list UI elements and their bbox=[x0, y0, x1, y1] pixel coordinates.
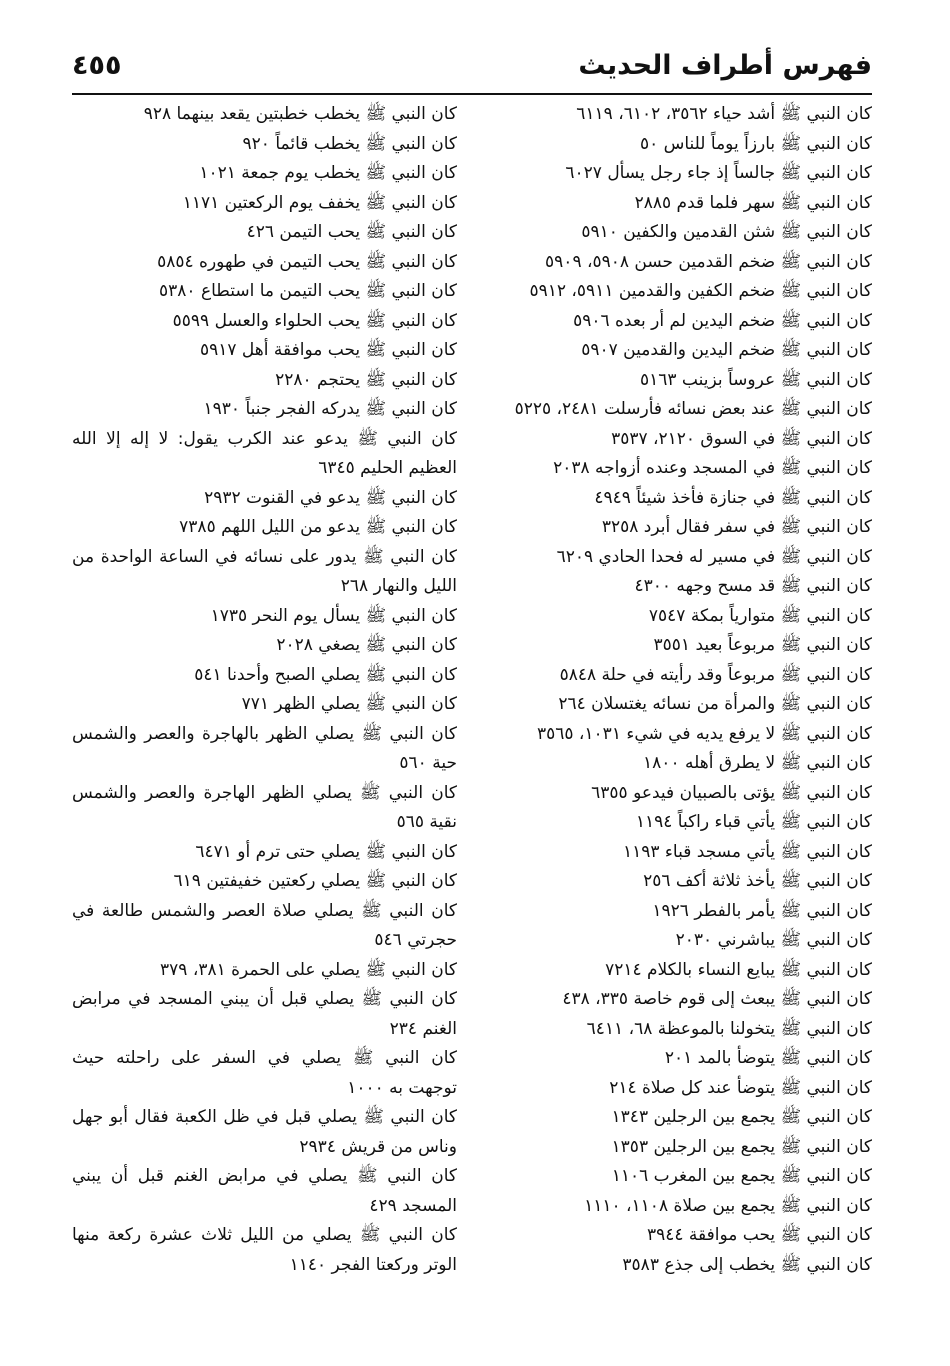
index-entry: كان النبي ﷺ يجمع بين الرجلين ١٣٥٣ bbox=[611, 1136, 872, 1157]
index-entry: كان النبي ﷺ يصلي من الليل ثلاث عشرة ركعة منها الوتر وركعتا الفجر ١١٤٠ bbox=[72, 1225, 457, 1275]
page-number: ٤٥٥ bbox=[72, 50, 122, 81]
index-entry: كان النبي ﷺ يصلي الصبح وأحدنا ٥٤١ bbox=[194, 664, 457, 685]
index-entry: كان النبي ﷺ مربوعاً وقد رأيته في حلة ٥٨٤٨ bbox=[559, 664, 872, 685]
index-entry: كان النبي ﷺ سهر فلما قدم ٢٨٨٥ bbox=[634, 192, 872, 213]
index-entry: كان النبي ﷺ متوارياً بمكة ٧٥٤٧ bbox=[648, 605, 872, 626]
index-entry: كان النبي ﷺ يأتي قباء راكباً ١١٩٤ bbox=[635, 812, 872, 832]
index-entry: كان النبي ﷺ يتخولنا بالموعظة ٦٨، ٦٤١١ bbox=[586, 1018, 872, 1039]
index-entry: كان النبي ﷺ في مسير له فحدا الحادي ٦٢٠٩ bbox=[556, 546, 872, 567]
index-entry: كان النبي ﷺ عند بعض نسائه فأرسلت ٢٤٨١، ٥٢٢٥ bbox=[514, 399, 872, 419]
index-entry: كان النبي ﷺ يسأل يوم النحر ١٧٣٥ bbox=[210, 605, 457, 626]
index-entry: كان النبي ﷺ يؤتى بالصبيان فيدعو ٦٣٥٥ bbox=[591, 782, 872, 803]
index-entry: كان النبي ﷺ يصلي الظهر الهاجرة والعصر والشمس نقية ٥٦٥ bbox=[72, 782, 457, 832]
index-entry: كان النبي ﷺ يخفف يوم الركعتين ١١٧١ bbox=[182, 192, 457, 213]
index-entry: كان النبي ﷺ يتوضأ بالمد ٢٠١ bbox=[664, 1048, 872, 1068]
index-entry: كان النبي ﷺ يخطب يوم جمعة ١٠٢١ bbox=[199, 163, 457, 183]
index-entry: كان النبي ﷺ لا يطرق أهله ١٨٠٠ bbox=[643, 753, 872, 773]
index-entry: كان النبي ﷺ بارزاً يوماً للناس ٥٠ bbox=[639, 133, 872, 154]
right-column bbox=[497, 100, 872, 1280]
index-entry: كان النبي ﷺ يصلي في مرابض الغنم قبل أن يبني المسجد ٤٢٩ bbox=[72, 1166, 457, 1216]
index-entry: كان النبي ﷺ في السوق ٢١٢٠، ٣٥٣٧ bbox=[611, 428, 872, 449]
index-entry: كان النبي ﷺ يصلي الظهر بالهاجرة والعصر والشمس حية ٥٦٠ bbox=[72, 723, 457, 773]
index-entry: كان النبي ﷺ يباشرني ٢٠٣٠ bbox=[675, 930, 872, 950]
index-entry: كان النبي ﷺ يدعو من الليل اللهم ٧٣٨٥ bbox=[179, 517, 457, 537]
header-divider bbox=[72, 93, 872, 95]
index-entry: كان النبي ﷺ يدعو في القنوت ٢٩٣٢ bbox=[204, 487, 457, 508]
index-entry: كان النبي ﷺ جالساً إذ جاء رجل يسأل ٦٠٢٧ bbox=[565, 163, 872, 183]
index-entry: كان النبي ﷺ يصلي في السفر على راحلته حيث توجهت به ١٠٠٠ bbox=[72, 1048, 457, 1098]
left-column bbox=[72, 100, 457, 1280]
index-entry: كان النبي ﷺ يدركه الفجر جنباً ١٩٣٠ bbox=[203, 399, 457, 419]
index-entry: كان النبي ﷺ يصلي على الحمرة ٣٨١، ٣٧٩ bbox=[160, 959, 457, 980]
index-entry: كان النبي ﷺ يحب موافقة أهل ٥٩١٧ bbox=[200, 340, 457, 360]
index-entry: كان النبي ﷺ يتوضأ عند كل صلاة ٢١٤ bbox=[609, 1077, 872, 1098]
index-entry: كان النبي ﷺ يحب التيمن ما استطاع ٥٣٨٠ bbox=[159, 281, 457, 301]
index-entry: كان النبي ﷺ يخطب خطبتين يقعد بينهما ٩٢٨ bbox=[143, 104, 457, 124]
index-entry: كان النبي ﷺ ضخم القدمين حسن ٥٩٠٨، ٥٩٠٩ bbox=[545, 251, 872, 272]
index-entry: كان النبي ﷺ يصلي قبل أن يبني المسجد في مرابض الغنم ٢٣٤ bbox=[72, 989, 457, 1039]
page-title: فهرس أطراف الحديث bbox=[578, 50, 872, 81]
index-entry: كان النبي ﷺ يخطب قائماً ٩٢٠ bbox=[242, 133, 457, 154]
index-entry: كان النبي ﷺ يأمر بالفطر ١٩٢٦ bbox=[652, 900, 872, 921]
index-entry: كان النبي ﷺ يبايع النساء بالكلام ٧٢١٤ bbox=[605, 959, 872, 980]
index-entry: كان النبي ﷺ يصلي صلاة العصر والشمس طالعة في حجرتي ٥٤٦ bbox=[72, 900, 457, 950]
index-entry: كان النبي ﷺ يصلي الظهر ٧٧١ bbox=[241, 694, 457, 714]
index-entry: كان النبي ﷺ يحب موافقة ٣٩٤٤ bbox=[646, 1225, 872, 1245]
index-entry: كان النبي ﷺ شثن القدمين والكفين ٥٩١٠ bbox=[581, 222, 872, 242]
index-entry: كان النبي ﷺ يدور على نسائه في الساعة الواحدة من الليل والنهار ٢٦٨ bbox=[72, 546, 457, 596]
index-entry: كان النبي ﷺ يأتي مسجد قباء ١١٩٣ bbox=[623, 841, 872, 862]
index-entry: كان النبي ﷺ يصلي ركعتين خفيفتين ٦١٩ bbox=[173, 871, 457, 891]
index-entry: كان النبي ﷺ يجمع بين الرجلين ١٣٤٣ bbox=[611, 1107, 872, 1127]
index-entry: كان النبي ﷺ يخطب إلى جذع ٣٥٨٣ bbox=[622, 1254, 872, 1275]
index-entry: كان النبي ﷺ ضخم اليدين والقدمين ٥٩٠٧ bbox=[581, 340, 872, 360]
index-entry: كان النبي ﷺ لا يرفع يديه في شيء ١٠٣١، ٣٥٦٥ bbox=[537, 723, 872, 744]
index-entry: كان النبي ﷺ أشد حياء ٣٥٦٢، ٦١٠٢، ٦١١٩ bbox=[576, 104, 872, 124]
index-entry: كان النبي ﷺ والمرأة من نسائه يغتسلان ٢٦٤ bbox=[558, 694, 872, 714]
index-entry: كان النبي ﷺ يحتجم ٢٢٨٠ bbox=[275, 369, 457, 390]
index-entry: كان النبي ﷺ يصغي ٢٠٢٨ bbox=[276, 635, 457, 655]
index-entry: كان النبي ﷺ يحب التيمن في طهوره ٥٨٥٤ bbox=[157, 251, 457, 272]
index-entry: كان النبي ﷺ في سفر فقال أبرد ٣٢٥٨ bbox=[601, 517, 872, 537]
index-entry: كان النبي ﷺ يحب الحلواء والعسل ٥٥٩٩ bbox=[172, 310, 457, 331]
index-entry: كان النبي ﷺ يدعو عند الكرب يقول: لا إله إلا الله العظيم الحليم ٦٣٤٥ bbox=[72, 428, 457, 478]
index-entry: كان النبي ﷺ يصلي قبل في ظل الكعبة فقال أبو جهل وناس من قريش ٢٩٣٤ bbox=[72, 1107, 457, 1157]
index-entry: كان النبي ﷺ يبعث إلى قوم خاصة ٣٣٥، ٤٣٨ bbox=[562, 989, 872, 1009]
index-entry: كان النبي ﷺ ضخم الكفين والقدمين ٥٩١١، ٥٩١٢ bbox=[529, 281, 872, 301]
index-entry: كان النبي ﷺ يجمع بين صلاة ١١٠٨، ١١١٠ bbox=[584, 1195, 872, 1216]
index-entry: كان النبي ﷺ في جنازة فأخذ شيئاً ٤٩٤٩ bbox=[594, 487, 872, 508]
index-entry: كان النبي ﷺ يحب التيمن ٤٢٦ bbox=[246, 222, 457, 242]
index-entry: كان النبي ﷺ في المسجد وعنده أزواجه ٢٠٣٨ bbox=[553, 458, 872, 478]
index-entry: كان النبي ﷺ يأخذ ثلاثة أكف ٢٥٦ bbox=[643, 871, 872, 891]
index-entry: كان النبي ﷺ يجمع بين المغرب ١١٠٦ bbox=[611, 1166, 872, 1186]
index-entry: كان النبي ﷺ قد مسح وجهه ٤٣٠٠ bbox=[634, 576, 872, 596]
index-entry: كان النبي ﷺ يصلي حتى ترم أو ٦٤٧١ bbox=[195, 841, 457, 862]
index-entry: كان النبي ﷺ ضخم اليدين لم أر بعده ٥٩٠٦ bbox=[573, 310, 872, 331]
index-entry: كان النبي ﷺ عروساً بزينب ٥١٦٣ bbox=[640, 369, 872, 390]
index-entry: كان النبي ﷺ مربوعاً بعيد ٣٥٥١ bbox=[653, 635, 872, 655]
